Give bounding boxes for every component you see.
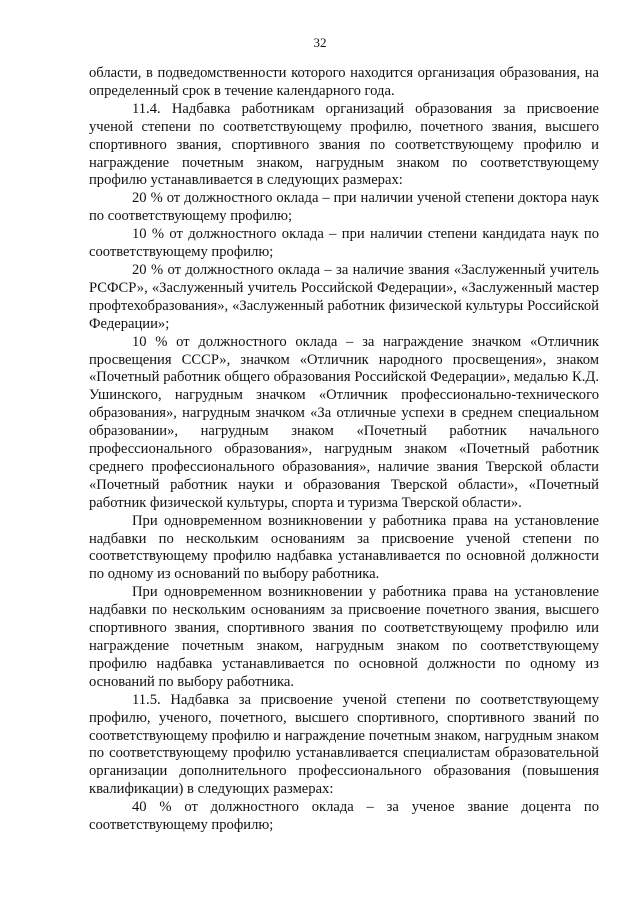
page-number: 32: [313, 35, 327, 50]
body-text: [89, 65, 599, 835]
paragraph: 10 % от должностного оклада – при наличии степени кандидата наук по соответствующему профилю;: [89, 226, 599, 261]
paragraph: 11.4. Надбавка работникам организаций образования за присвоение ученой степени по соответствующему профилю, почетного звания, высшего спортивного звания, спортивного звания по соответствующему профилю и награждение почетным знаком, нагрудным знаком по соответствующему профилю устанавливается в следующих размерах:: [89, 100, 599, 189]
paragraph: 10 % от должностного оклада – за награждение значком «Отличник просвещения СССР», значком «Отличник народного просвещения», знаком «Почетный работник общего образования Российской Федерации», медалью К.Д. Ушинского, нагрудным значком «Отличник профессионально-технического образования», нагрудным значком «За отличные успехи в среднем специальном образовании», нагрудным знаком «Почетный работник начального профессионального образования», нагрудным знаком «Почетный работник среднего профессионального образования», наличие звания Тверской области «Почетный работник науки и образования Тверской области», «Почетный работник физической культуры, спорта и туризма Тверской области».: [89, 333, 599, 511]
paragraph: 20 % от должностного оклада – за наличие звания «Заслуженный учитель РСФСР», «Заслуженный учитель Российской Федерации», «Заслуженный мастер профтехобразования», «Заслуженный работник физической культуры Российской Федерации»;: [89, 261, 599, 332]
paragraph: области, в подведомственности которого находится организация образования, на определенный срок в течение календарного года.: [89, 65, 599, 99]
paragraph: 40 % от должностного оклада – за ученое звание доцента по соответствующему профилю;: [89, 799, 599, 834]
paragraph: При одновременном возникновении у работника права на установление надбавки по нескольким основаниям за присвоение почетного звания, высшего спортивного звания, спортивного звания по соответствующему профилю или награждение почетным знаком, нагрудным знаком по соответствующему профилю надбавка устанавливается по основной должности по одному из оснований по выбору работника.: [89, 584, 599, 690]
paragraph: 11.5. Надбавка за присвоение ученой степени по соответствующему профилю, ученого, почетного, высшего спортивного, спортивного званий по соответствующему профилю и награждение почетным знаком, нагрудным знаком по соответствующему профилю устанавливается специалистам образовательной организации дополнительного профессионального образования (повышения квалификации) в следующих размерах:: [89, 691, 599, 798]
paragraph: 20 % от должностного оклада – при наличии ученой степени доктора наук по соответствующему профилю;: [89, 190, 599, 225]
paragraph: При одновременном возникновении у работника права на установление надбавки по нескольким основаниям за присвоение ученой степени по соответствующему профилю надбавка устанавливается по основной должности по одному из оснований по выбору работника.: [89, 512, 599, 583]
